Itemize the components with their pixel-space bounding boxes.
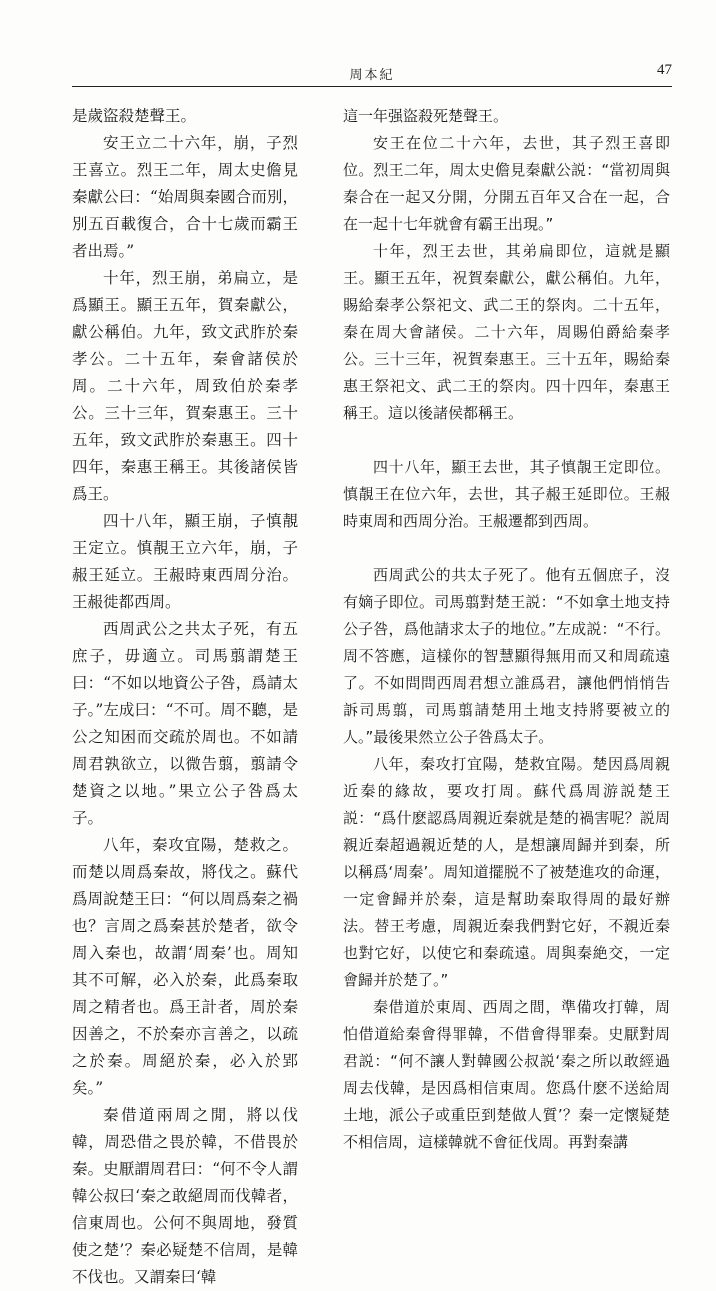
- paragraph: 四十八年，顯王去世，其子慎靚王定即位。慎靚王在位六年，去世，其子赧王延即位。王赧時東周和西周分治。王赧遷都到西周。: [343, 458, 670, 530]
- paragraph: 秦借道兩周之閒，將以伐韓，周恐借之畏於韓，不借畏於秦。史厭謂周君曰：“何不令人謂韓公叔曰‘秦之敢絕周而伐韓者，信東周也。公何不與周地，發質使之楚’？秦必疑楚不信周，是韓不伐也。又謂秦曰‘韓: [72, 1106, 298, 1286]
- paragraph: 四十八年，顯王崩，子慎靚王定立。慎靚王立六年，崩，子赧王延立。王赧時東西周分治。王赧徙都西周。: [72, 512, 298, 611]
- paragraph: 這一年强盜殺死楚聲王。: [343, 107, 509, 125]
- paragraph: 十年，烈王去世，其弟扁即位，這就是顯王。顯王五年，祝賀秦獻公，獻公稱伯。九年，賜給秦孝公祭祀文、武二王的祭肉。二十五年，秦在周大會諸侯。二十六年，周賜伯爵給秦孝公。三十三年，祝賀秦惠王。三十五年，賜給秦惠王祭祀文、武二王的祭肉。四十四年，秦惠王稱王。這以後諸侯都稱王。: [343, 242, 670, 422]
- paragraph-gap: [343, 535, 670, 562]
- paragraph: 十年，烈王崩，弟扁立，是爲顯王。顯王五年，賀秦獻公，獻公稱伯。九年，致文武胙於秦孝公。二十五年，秦會諸侯於周。二十六年，周致伯於秦孝公。三十三年，賀秦惠王。三十五年，致文武胙於秦惠王。四十四年，秦惠王稱王。其後諸侯皆爲王。: [72, 269, 298, 503]
- paragraph: 秦借道於東周、西周之間，準備攻打韓，周怕借道給秦會得罪韓，不借會得罪秦。史厭對周君説：“何不讓人對韓國公叔説‘秦之所以敢經過周去伐韓，是因爲相信東周。您爲什麽不送給周土地，派公子或重臣到楚做人質’？秦一定懷疑楚不相信周，這樣韓就不會征伐周。再對秦講: [343, 998, 670, 1151]
- running-title: 周本紀: [349, 68, 395, 83]
- paragraph: 安王在位二十六年，去世，其子烈王喜即位。烈王二年，周太史儋見秦獻公説：“當初周與秦合在一起又分開，分開五百年又合在一起，合在一起十七年就會有霸王出現。”: [343, 134, 670, 233]
- paragraph: 西周武公之共太子死，有五庶子，毋適立。司馬翦謂楚王曰：“不如以地資公子咎，爲請太子。”左成曰：“不可。周不聽，是公之知困而交疏於周也。不如請周君孰欲立，以微告翦，翦請令楚資之以地。”果立公子咎爲太子。: [72, 620, 298, 827]
- paragraph: 安王立二十六年，崩，子烈王喜立。烈王二年，周太史儋見秦獻公曰：“始周與秦國合而別，別五百載復合，合十七歲而霸王者出焉。”: [72, 134, 298, 260]
- paragraph: 八年，秦攻宜陽，楚救之。而楚以周爲秦故，將伐之。蘇代爲周說楚王曰：“何以周爲秦之禍也？言周之爲秦甚於楚者，欲令周入秦也，故謂‘周秦’也。周知其不可解，必入於秦，此爲秦取周之精者也。爲王計者，周於秦因善之，不於秦亦言善之，以疏之於秦。周絕於秦，必入於郢矣。”: [72, 836, 298, 1097]
- paragraph-gap: [343, 427, 670, 454]
- paragraph: 是歲盜殺楚聲王。: [72, 107, 197, 125]
- original-text-column: [72, 103, 298, 1291]
- translation-column: [343, 103, 670, 1156]
- page-number: 47: [657, 62, 672, 78]
- paragraph: 八年，秦攻打宜陽，楚救宜陽。楚因爲周親近秦的緣故，要攻打周。蘇代爲周游説楚王説：“爲什麽認爲周親近秦就是楚的禍害呢？説周親近秦超過親近楚的人，是想讓周歸并到秦，所以稱爲‘周秦’。周知道擺脱不了被楚進攻的命運，一定會歸并於秦，這是幫助秦取得周的最好辦法。替王考慮，周親近秦我們對它好，不親近秦也對它好，以使它和秦疏遠。周與秦絶交，一定會歸并於楚了。”: [343, 755, 670, 989]
- page-header: [72, 62, 672, 87]
- paragraph: 西周武公的共太子死了。他有五個庶子，沒有嫡子即位。司馬翦對楚王説：“不如拿土地支持公子咎，爲他請求太子的地位。”左成説：“不行。周不答應，這樣你的智慧顯得無用而又和周疏遠了。不如問問西周君想立誰爲君，讓他們悄悄告訴司馬翦，司馬翦請楚用土地支持將要被立的人。”最後果然立公子咎爲太子。: [343, 566, 670, 746]
